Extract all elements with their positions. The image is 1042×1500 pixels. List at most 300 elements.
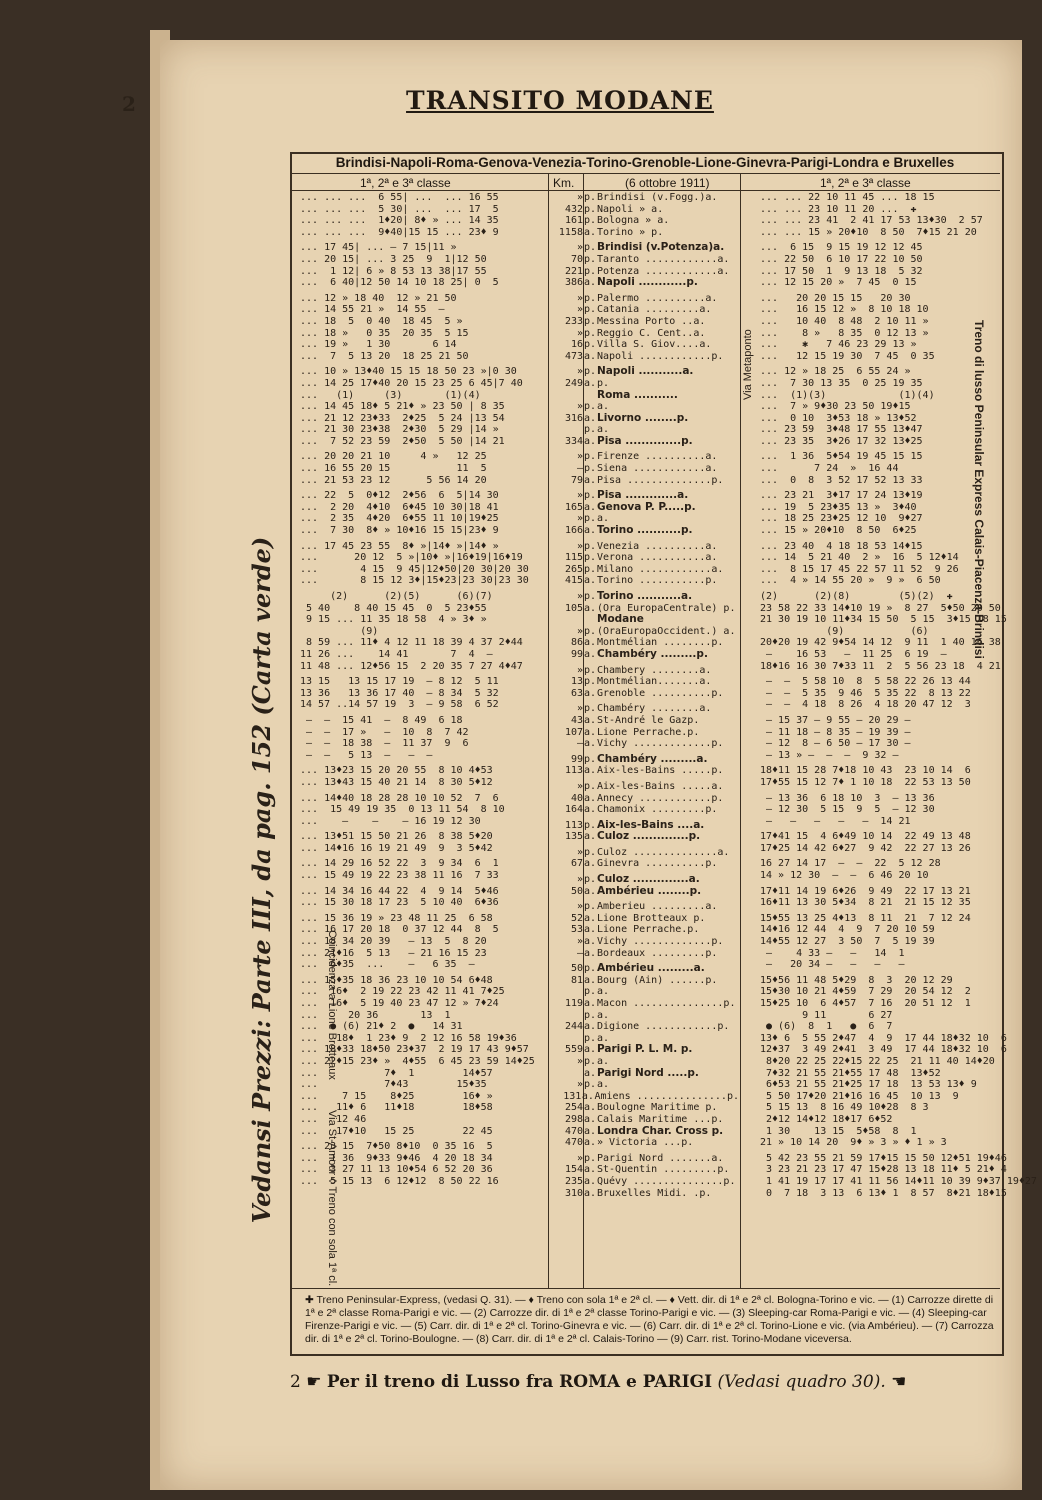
time-row: ... 21 53 23 12 5 56 14 20 — [300, 474, 487, 486]
time-row: ... 8 » 8 35 0 12 13 » — [760, 327, 929, 339]
station-row — [553, 614, 739, 626]
station-arr-dep: p. — [583, 819, 597, 831]
time-row: ... 16♦ 5 19 40 23 47 12 » 7♦24 — [300, 998, 499, 1009]
time-row: ... 6 40|12 50 14 10 18 25| 0 5 — [300, 277, 499, 289]
station-name: p. — [597, 377, 610, 389]
time-row: ... 14 29 16 52 22 3 9 34 6 1 — [300, 858, 499, 870]
station-name: a. — [597, 1055, 610, 1067]
via-metaponto-label: Via Metaponto — [742, 329, 754, 400]
station-name: Amiens ...............p. — [594, 1090, 739, 1102]
station-arr-dep — [583, 390, 597, 402]
time-row: ... 23 35 3♦26 17 32 13♦25 — [760, 435, 923, 447]
station-name: Torino » p. — [597, 226, 664, 238]
station-km: » — [576, 242, 583, 254]
time-row: ... 7♦ 1 14♦57 — [300, 1067, 493, 1079]
station-km — [553, 1033, 583, 1045]
station-name: Napoli » a. — [597, 203, 664, 215]
station-arr-dep: a. — [583, 226, 597, 238]
station-name: Brindisi (v.Potenza)a. — [597, 241, 725, 254]
station-row — [553, 765, 739, 777]
station-row — [553, 1153, 739, 1165]
station-name: Parigi P. L. M. p. — [597, 1043, 693, 1056]
time-row: ... 12 » 18 25 6 55 24 » — [760, 366, 911, 378]
station-name: a. — [597, 1032, 610, 1044]
station-name: Firenze ..........a. — [597, 451, 718, 463]
time-row: (2) (2)(8) (5)(2) ✚ — [760, 591, 953, 602]
station-row — [553, 390, 739, 402]
time-row: ... 16 55 20 15 11 5 — [300, 463, 487, 475]
station-km: » — [576, 401, 583, 413]
station-km: 235 — [564, 1175, 583, 1187]
station-arr-dep: a. — [583, 377, 597, 389]
time-row: ... ✱ 7 46 23 29 13 » — [760, 339, 917, 351]
station-arr-dep: a. — [583, 1113, 597, 1125]
station-name: Ambérieu .........a. — [597, 962, 705, 975]
station-arr-dep: a. — [583, 1102, 597, 1114]
station-row — [553, 603, 739, 615]
time-row: (9) (6) — [760, 625, 929, 637]
station-arr-dep: a. — [583, 936, 597, 948]
station-km — [553, 1010, 583, 1022]
station-km: 81 — [570, 974, 583, 986]
station-arr-dep: a. — [583, 637, 597, 649]
station-km: » — [576, 664, 583, 676]
time-row: 0 7 18 3 13 6 13♦ 1 8 57 8♦21 18♦15 — [760, 1187, 1007, 1199]
station-row — [553, 277, 739, 289]
station-arr-dep: a. — [583, 947, 597, 959]
time-row: — 13 36 6 18 10 3 — 13 36 — [760, 792, 935, 804]
station-row — [553, 564, 739, 576]
station-row — [553, 591, 739, 603]
station-km: 161 — [564, 215, 583, 227]
station-name: Verona ...........a. — [597, 552, 718, 564]
divider-left-times — [548, 173, 549, 1288]
station-row — [553, 192, 739, 204]
station-km: » — [576, 192, 583, 203]
time-row: 13 36 13 36 17 40 — 8 34 5 32 — [300, 687, 499, 699]
time-row: ... 7♦43 15♦35 — [300, 1079, 487, 1091]
time-row: ... 14 25 17♦40 20 15 23 25 6 45|7 40 — [300, 377, 523, 389]
station-arr-dep: a. — [583, 858, 597, 870]
station-name: Villa S. Giov....a. — [597, 339, 712, 351]
station-arr-dep: a. — [583, 885, 597, 897]
station-row — [553, 475, 739, 487]
station-arr-dep: a. — [583, 412, 597, 424]
station-row — [553, 413, 739, 425]
express-side-label — [958, 320, 988, 659]
time-row: ... 2 20 4♦10 6♦45 10 30|18 41 — [300, 501, 499, 513]
station-arr-dep: a. — [583, 1021, 597, 1033]
station-arr-dep: p. — [583, 1055, 597, 1067]
station-row — [553, 924, 739, 936]
station-arr-dep: p. — [583, 292, 597, 304]
station-arr-dep: p. — [583, 1009, 597, 1021]
time-row: ... 17 45| ... — 7 15|11 » — [300, 242, 457, 254]
time-row: ... ... 22 10 11 45 ... 18 15 — [760, 192, 935, 203]
station-arr-dep: p. — [583, 676, 597, 688]
station-name: a. — [597, 424, 610, 436]
stations-column — [553, 192, 739, 1199]
time-row: 6♦53 21 55 21♦25 17 18 13 53 13♦ 9 — [760, 1079, 977, 1091]
station-name: Culoz ..............a. — [597, 873, 700, 886]
time-row: ... (1) (3) (1)(4) — [300, 389, 481, 401]
class-header-left: 1ª, 2ª e 3ª classe — [360, 176, 451, 190]
station-arr-dep: a. — [583, 1044, 597, 1056]
lione-coincidenza-label: Coincidenza a Lione Brotteaux — [326, 930, 338, 1080]
station-row — [553, 463, 739, 475]
time-row: 21 30 19 10 11♦34 15 50 5 15 3♦15 18 15 — [760, 614, 1007, 626]
station-name: Quévy ...............p. — [597, 1175, 736, 1187]
time-row: ... 18 34 20 39 — 13 5 8 20 — [300, 936, 487, 948]
station-arr-dep: p. — [583, 366, 597, 378]
station-row — [553, 781, 739, 793]
time-row: ... 23 21 3♦17 17 24 13♦19 — [760, 490, 923, 502]
station-row — [553, 858, 739, 870]
time-row: 14♦16 12 44 4 9 7 20 10 59 — [760, 924, 935, 936]
station-km: 559 — [564, 1044, 583, 1056]
time-row: — 12 30 5 15 9 5 — 12 30 — [760, 804, 935, 816]
station-row — [553, 649, 739, 661]
station-arr-dep: p. — [583, 963, 597, 975]
station-row — [553, 738, 739, 750]
station-name: Pisa .............a. — [597, 489, 689, 502]
page-number: 2 — [122, 92, 136, 116]
time-row: 15♦55 13 25 4♦13 8 11 21 7 12 24 — [760, 912, 971, 924]
station-name: Genova P. P.....p. — [597, 500, 696, 513]
time-row: ... 18♦33 18♦50 23♦37 2 19 17 43 9♦57 — [300, 1044, 529, 1056]
station-row — [553, 351, 739, 363]
station-row — [553, 1079, 739, 1091]
time-row: — — 15 41 — 8 49 6 18 — [300, 714, 463, 726]
time-row: ● (6) 8 1 ● 6 7 — [760, 1021, 893, 1033]
time-row: ... 1 12| 6 » 8 53 13 38|17 55 — [300, 265, 487, 277]
time-row: — 15 37 — 9 55 — 20 29 — — [760, 714, 911, 726]
station-name: Torino ...........a. — [597, 590, 693, 602]
station-name: Lione Perrache.p. — [597, 924, 700, 936]
station-arr-dep: a. — [581, 1090, 594, 1102]
station-arr-dep: p. — [583, 986, 597, 998]
station-km: 386 — [564, 277, 583, 289]
station-arr-dep: p. — [583, 664, 597, 676]
station-row — [553, 1091, 739, 1103]
time-row: ... 18 5 0 40 18 45 5 » — [300, 315, 463, 327]
station-row — [553, 1188, 739, 1200]
station-km: 86 — [570, 637, 583, 649]
station-name: a. — [597, 401, 610, 413]
station-row — [553, 727, 739, 739]
station-km: 99 — [570, 753, 583, 765]
time-row: ... 7 15 8♦25 16♦ » — [300, 1090, 493, 1102]
station-name: Napoli ...........a. — [597, 365, 694, 378]
station-arr-dep — [583, 614, 597, 626]
station-km: 310 — [564, 1187, 583, 1199]
side-note-text: Vedansi Prezzi: Parte III, da pag. 152 (Carta verde) — [247, 536, 276, 1224]
time-row: 18♦11 15 28 7♦18 10 43 23 10 14 6 — [760, 765, 971, 777]
station-arr-dep: p. — [583, 242, 597, 254]
station-km: » — [576, 625, 583, 637]
route-header: Brindisi-Napoli-Roma-Genova-Venezia-Torino-Grenoble-Lione-Ginevra-Parigi-Londra e Bruxelles — [335, 155, 955, 170]
station-row — [553, 1068, 739, 1080]
station-km: 221 — [564, 265, 583, 277]
station-row — [553, 901, 739, 913]
time-row: ... 23 15 7♦50 8♦10 0 35 16 5 — [300, 1141, 493, 1153]
station-km: 70 — [570, 253, 583, 265]
time-row: ... 17 50 1 9 13 18 5 32 — [760, 265, 923, 277]
time-row: — 16 53 — 11 25 6 19 — — [760, 648, 947, 660]
time-row: 5 15 13 8 16 49 10♦28 8 3 — [760, 1102, 929, 1114]
station-name: Digione ............p. — [597, 1021, 730, 1033]
time-row: ... 21♦16 5 13 — 21 16 15 23 — [300, 947, 487, 959]
station-arr-dep: a. — [583, 1137, 597, 1149]
station-name: Livorno ........p. — [597, 411, 689, 424]
time-row: ... 23 40 4 18 18 53 14♦15 — [760, 540, 923, 552]
station-km: 298 — [564, 1113, 583, 1125]
time-row: ... 15♦35 18 36 23 10 10 54 6♦48 — [300, 974, 493, 986]
station-name: Chambéry .........a. — [597, 752, 708, 765]
station-name: Torino ...........p. — [597, 524, 693, 537]
station-arr-dep: p. — [583, 203, 597, 215]
time-row: — — 4 18 8 26 4 18 20 47 12 3 — [760, 699, 971, 711]
time-row: ... 7 30 8♦ » 10♦16 15 15|23♦ 9 — [300, 525, 499, 537]
station-km: — — [576, 947, 583, 959]
station-name: Bologna » a. — [597, 215, 670, 227]
station-row — [553, 1010, 739, 1022]
time-row: 14 » 12 30 — — 6 46 20 10 — [760, 870, 929, 882]
station-km: » — [576, 846, 583, 858]
station-arr-dep: p. — [583, 540, 597, 552]
station-name: » Victoria ...p. — [597, 1137, 694, 1149]
station-arr-dep: a. — [583, 501, 597, 513]
station-km — [553, 986, 583, 998]
station-arr-dep: p. — [583, 563, 597, 575]
station-arr-dep: a. — [583, 435, 597, 447]
station-row — [553, 1164, 739, 1176]
time-row: ... 6 15 9 15 19 12 12 45 — [760, 242, 923, 254]
footer-text: Per il treno di Lusso fra ROMA e PARIGI — [326, 1372, 713, 1392]
time-row: — 4 33 — — 14 1 — [760, 947, 905, 959]
time-row: ... 22 50 6 10 17 22 10 50 — [760, 253, 923, 265]
time-row: 8♦20 22 25 22♦15 22 25 21 11 40 14♦20 — [760, 1055, 995, 1067]
station-km: 107 — [564, 726, 583, 738]
station-km: » — [576, 1152, 583, 1164]
station-km: 99 — [570, 648, 583, 660]
station-km: » — [576, 936, 583, 948]
station-arr-dep: p. — [583, 327, 597, 339]
station-name: Brindisi (v.Fogg.)a. — [597, 192, 718, 203]
station-row — [553, 948, 739, 960]
time-row: — — 17 » — 10 8 7 42 — [300, 726, 469, 738]
station-name: Potenza ............a. — [597, 265, 730, 277]
station-arr-dep: p. — [583, 874, 597, 886]
station-name: Aix-les-Bains .....p. — [597, 765, 724, 777]
time-row: 17♦55 15 12 7♦ 1 10 18 22 53 13 50 — [760, 776, 971, 788]
footnotes: ✚ Treno Peninsular-Express, (vedasi Q. 31). — ♦ Treno con sola 1ª e 2ª cl. — ♦ Vett. dir. di 1ª e 2ª cl. Bologna-Torino e vic. — (1) Carrozze dirette di 1ª e 2ª classe Roma-Parigi e vic. — (2) Carrozze dir. di 1ª e 2ª classe Torino-Parigi e vic. — (3) Sleeping-car Roma-Parigi e vic. — (4) Sleeping-car Firenze-Parigi e vic. — (5) Carr. dir. di 1ª e 2ª cl. Torino-Ginevra e vic. — (6) Carr. dir. di 1ª e 2ª cl. Torino-Lione e vic. (via Ambérieu). — (7) Carrozza dir. di 1ª e 2ª cl. Torino-Boulogne. — (8) Carr. dir. di 1ª e 2ª cl. Calais-Torino — (9) Carr. rist. Torino-Modane viceversa. — [305, 1294, 994, 1345]
time-row: ... — — — 16 19 12 30 — [300, 815, 481, 827]
station-row — [553, 963, 739, 975]
station-arr-dep: a. — [583, 726, 597, 738]
time-row: ... 17 45 23 55 8♦ »|14♦ »|14♦ » — [300, 540, 499, 552]
station-name: Messina Porto ..a. — [597, 315, 706, 327]
station-name: Macon ...............p. — [597, 998, 736, 1009]
time-row: — — 5 13 — — — — [300, 749, 433, 761]
station-name: Lione Perrache.p. — [597, 726, 700, 738]
date-header: (6 ottobre 1911) — [625, 176, 710, 190]
station-row — [553, 1102, 739, 1114]
time-row: ... 14♦16 16 19 21 49 9 3 5♦42 — [300, 842, 493, 854]
time-row: 21 » 10 14 20 9♦ » 3 » ♦ 1 » 3 — [760, 1137, 947, 1149]
time-row: ... 20 20 15 15 20 30 — [760, 292, 911, 304]
station-km: 415 — [564, 575, 583, 587]
station-name: Torino ...........p. — [597, 575, 718, 587]
station-name: Annecy ............p. — [597, 792, 724, 804]
station-name: Bruxelles Midi. .p. — [597, 1187, 712, 1199]
station-row — [553, 665, 739, 677]
station-km: 50 — [570, 963, 583, 975]
time-row: ... 16♦ 2 19 22 23 42 11 41 7♦25 — [300, 986, 505, 998]
station-km: » — [576, 327, 583, 339]
station-name: Montmélian.......a. — [597, 676, 712, 688]
station-km: 119 — [564, 998, 583, 1009]
time-row: ... 7 5 13 20 18 25 21 50 — [300, 350, 469, 362]
side-note-vertical — [238, 400, 298, 1360]
station-arr-dep: p. — [583, 1032, 597, 1044]
station-row — [553, 1021, 739, 1033]
time-row: 12♦37 3 49 2♦41 3 49 17 44 18♦32 10 6 — [760, 1044, 1007, 1056]
time-row: ... 15 49 19 35 0 13 11 54 8 10 — [300, 804, 505, 816]
time-row: ... 6♦35 ... — 6 35 — — [300, 959, 475, 971]
station-km: 233 — [564, 315, 583, 327]
station-row — [553, 1176, 739, 1188]
station-arr-dep: a. — [583, 765, 597, 777]
time-row: ... 8 15 17 45 22 57 11 52 9 26 — [760, 563, 959, 575]
footer-note: (Vedasi quadro 30). — [717, 1372, 886, 1392]
station-row — [553, 676, 739, 688]
time-row: ... 14 55 21 » 14 55 — — [300, 304, 445, 316]
station-row — [553, 227, 739, 239]
station-name: St-André le Gazp. — [597, 714, 700, 726]
time-row: 13 15 13 15 17 19 — 8 12 5 11 — [300, 676, 499, 688]
station-km — [553, 390, 583, 402]
time-row: ... 15 36 19 » 23 48 11 25 6 58 — [300, 912, 493, 924]
station-arr-dep: p. — [583, 304, 597, 316]
station-arr-dep: p. — [583, 591, 597, 602]
station-name: Parigi Nord .....p. — [597, 1066, 699, 1079]
station-row — [553, 715, 739, 727]
pointing-hand-left-icon: ☚ — [891, 1372, 907, 1392]
time-row: ... 12 46 — [300, 1113, 367, 1125]
time-row: 3 23 21 23 17 47 15♦28 13 18 11♦ 5 21♦ 4 — [760, 1164, 1007, 1176]
station-name: Chamonix .........p. — [597, 804, 718, 816]
time-row: 13♦ 6 5 55 2♦47 4 9 17 44 18♦32 10 6 — [760, 1032, 1007, 1044]
station-km: 165 — [564, 501, 583, 513]
station-km: » — [576, 703, 583, 715]
station-arr-dep: a. — [583, 648, 597, 660]
time-row: 7♦32 21 55 21♦55 17 48 13♦52 — [760, 1067, 941, 1079]
station-row — [553, 975, 739, 987]
time-row: ... ... ... 5 30| ... ... 17 5 — [300, 203, 499, 215]
time-row: ... 18♦ 1 23♦ 9 2 12 16 58 19♦36 — [300, 1032, 517, 1044]
station-km: 249 — [564, 377, 583, 389]
station-arr-dep: p. — [583, 1079, 597, 1091]
time-row: 15♦56 11 48 5♦29 8 3 20 12 29 — [760, 974, 953, 986]
footer-line — [290, 1372, 1010, 1392]
station-row — [553, 847, 739, 859]
station-km: 334 — [564, 435, 583, 447]
time-row: 11 26 ... 14 41 7 4 — — [300, 648, 493, 660]
station-arr-dep: a. — [583, 277, 597, 289]
station-km: 53 — [570, 924, 583, 936]
station-arr-dep: p. — [583, 315, 597, 327]
time-row: ... 14 34 16 44 22 4 9 14 5♦46 — [300, 885, 499, 897]
station-row — [553, 1044, 739, 1056]
station-row — [553, 1056, 739, 1068]
station-name: Chambéry ........a. — [597, 703, 712, 715]
station-arr-dep: a. — [583, 525, 597, 537]
station-name: Boulogne Maritime p. — [597, 1102, 718, 1114]
station-name: Vichy .............p. — [597, 738, 724, 750]
station-km: » — [576, 874, 583, 886]
time-row: ... 21 12 23♦33 2♦25 5 24 |13 54 — [300, 412, 505, 424]
station-km: 16 — [570, 339, 583, 351]
station-arr-dep: p. — [583, 265, 597, 277]
station-arr-dep: p. — [583, 1152, 597, 1164]
station-row — [553, 293, 739, 305]
station-arr-dep: a. — [583, 1187, 597, 1199]
station-arr-dep: p. — [583, 753, 597, 765]
time-row: ... 4 15 9 45|12♦50|20 30|20 30 — [300, 563, 529, 575]
time-row: 17♦11 14 19 6♦26 9 49 22 17 13 21 — [760, 885, 971, 897]
station-name: Lione Brotteaux p. — [597, 912, 706, 924]
time-row: ... 3 27 11 13 10♦54 6 52 20 36 — [300, 1164, 493, 1176]
station-name: Venezia ..........a. — [597, 540, 718, 552]
station-km: 131 — [563, 1090, 582, 1102]
station-km: 316 — [564, 412, 583, 424]
station-name: Chambéry .........p. — [597, 647, 708, 660]
time-row: (2) (2)(5) (6)(7) — [300, 591, 493, 602]
station-name: Palermo ..........a. — [597, 292, 718, 304]
time-row: 1 30 13 15 5♦58 8 1 — [760, 1125, 917, 1137]
station-row — [553, 451, 739, 463]
time-row: — 13 » — — — 9 32 — — [760, 749, 899, 761]
time-row: 18♦16 16 30 7♦33 11 2 5 56 23 18 4 21 — [760, 660, 1001, 672]
time-row: ... ... 15 » 20♦10 8 50 7♦15 21 20 — [760, 226, 977, 238]
station-arr-dep: p. — [583, 339, 597, 351]
time-row: 5 42 23 55 21 59 17♦15 15 50 12♦51 19♦46 — [760, 1152, 1007, 1164]
footer-number: 2 — [290, 1372, 301, 1392]
station-km: 105 — [564, 602, 583, 614]
time-row: — — 5 58 10 8 5 58 22 26 13 44 — [760, 676, 971, 688]
station-name: a. — [597, 986, 610, 998]
station-name: Taranto ............a. — [597, 253, 730, 265]
station-arr-dep: p. — [583, 625, 597, 637]
station-name: Pisa ..............p. — [597, 474, 724, 486]
time-row: ... 20 20 21 10 4 » 12 25 — [300, 451, 487, 463]
station-arr-dep: p. — [583, 451, 597, 463]
time-row: 14♦55 12 27 3 50 7 5 19 39 — [760, 936, 935, 948]
station-row — [553, 688, 739, 700]
time-row: ... 20 15| ... 3 25 9 1|12 50 — [300, 253, 487, 265]
station-arr-dep: p. — [583, 552, 597, 564]
time-row: — 12 8 — 6 50 — 17 30 — — [760, 738, 911, 750]
page-title: TRANSITO MODANE — [406, 86, 714, 115]
station-row — [553, 541, 739, 553]
station-km — [553, 424, 583, 436]
time-row: ... 20 12 5 »|10♦ »|16♦19|16♦19 — [300, 552, 523, 564]
station-name: Parigi Nord .......a. — [597, 1152, 724, 1164]
station-km: » — [576, 1079, 583, 1091]
station-arr-dep: a. — [583, 792, 597, 804]
time-row: ... ... ... 1♦20| 8♦ » ... 14 35 — [300, 215, 499, 227]
